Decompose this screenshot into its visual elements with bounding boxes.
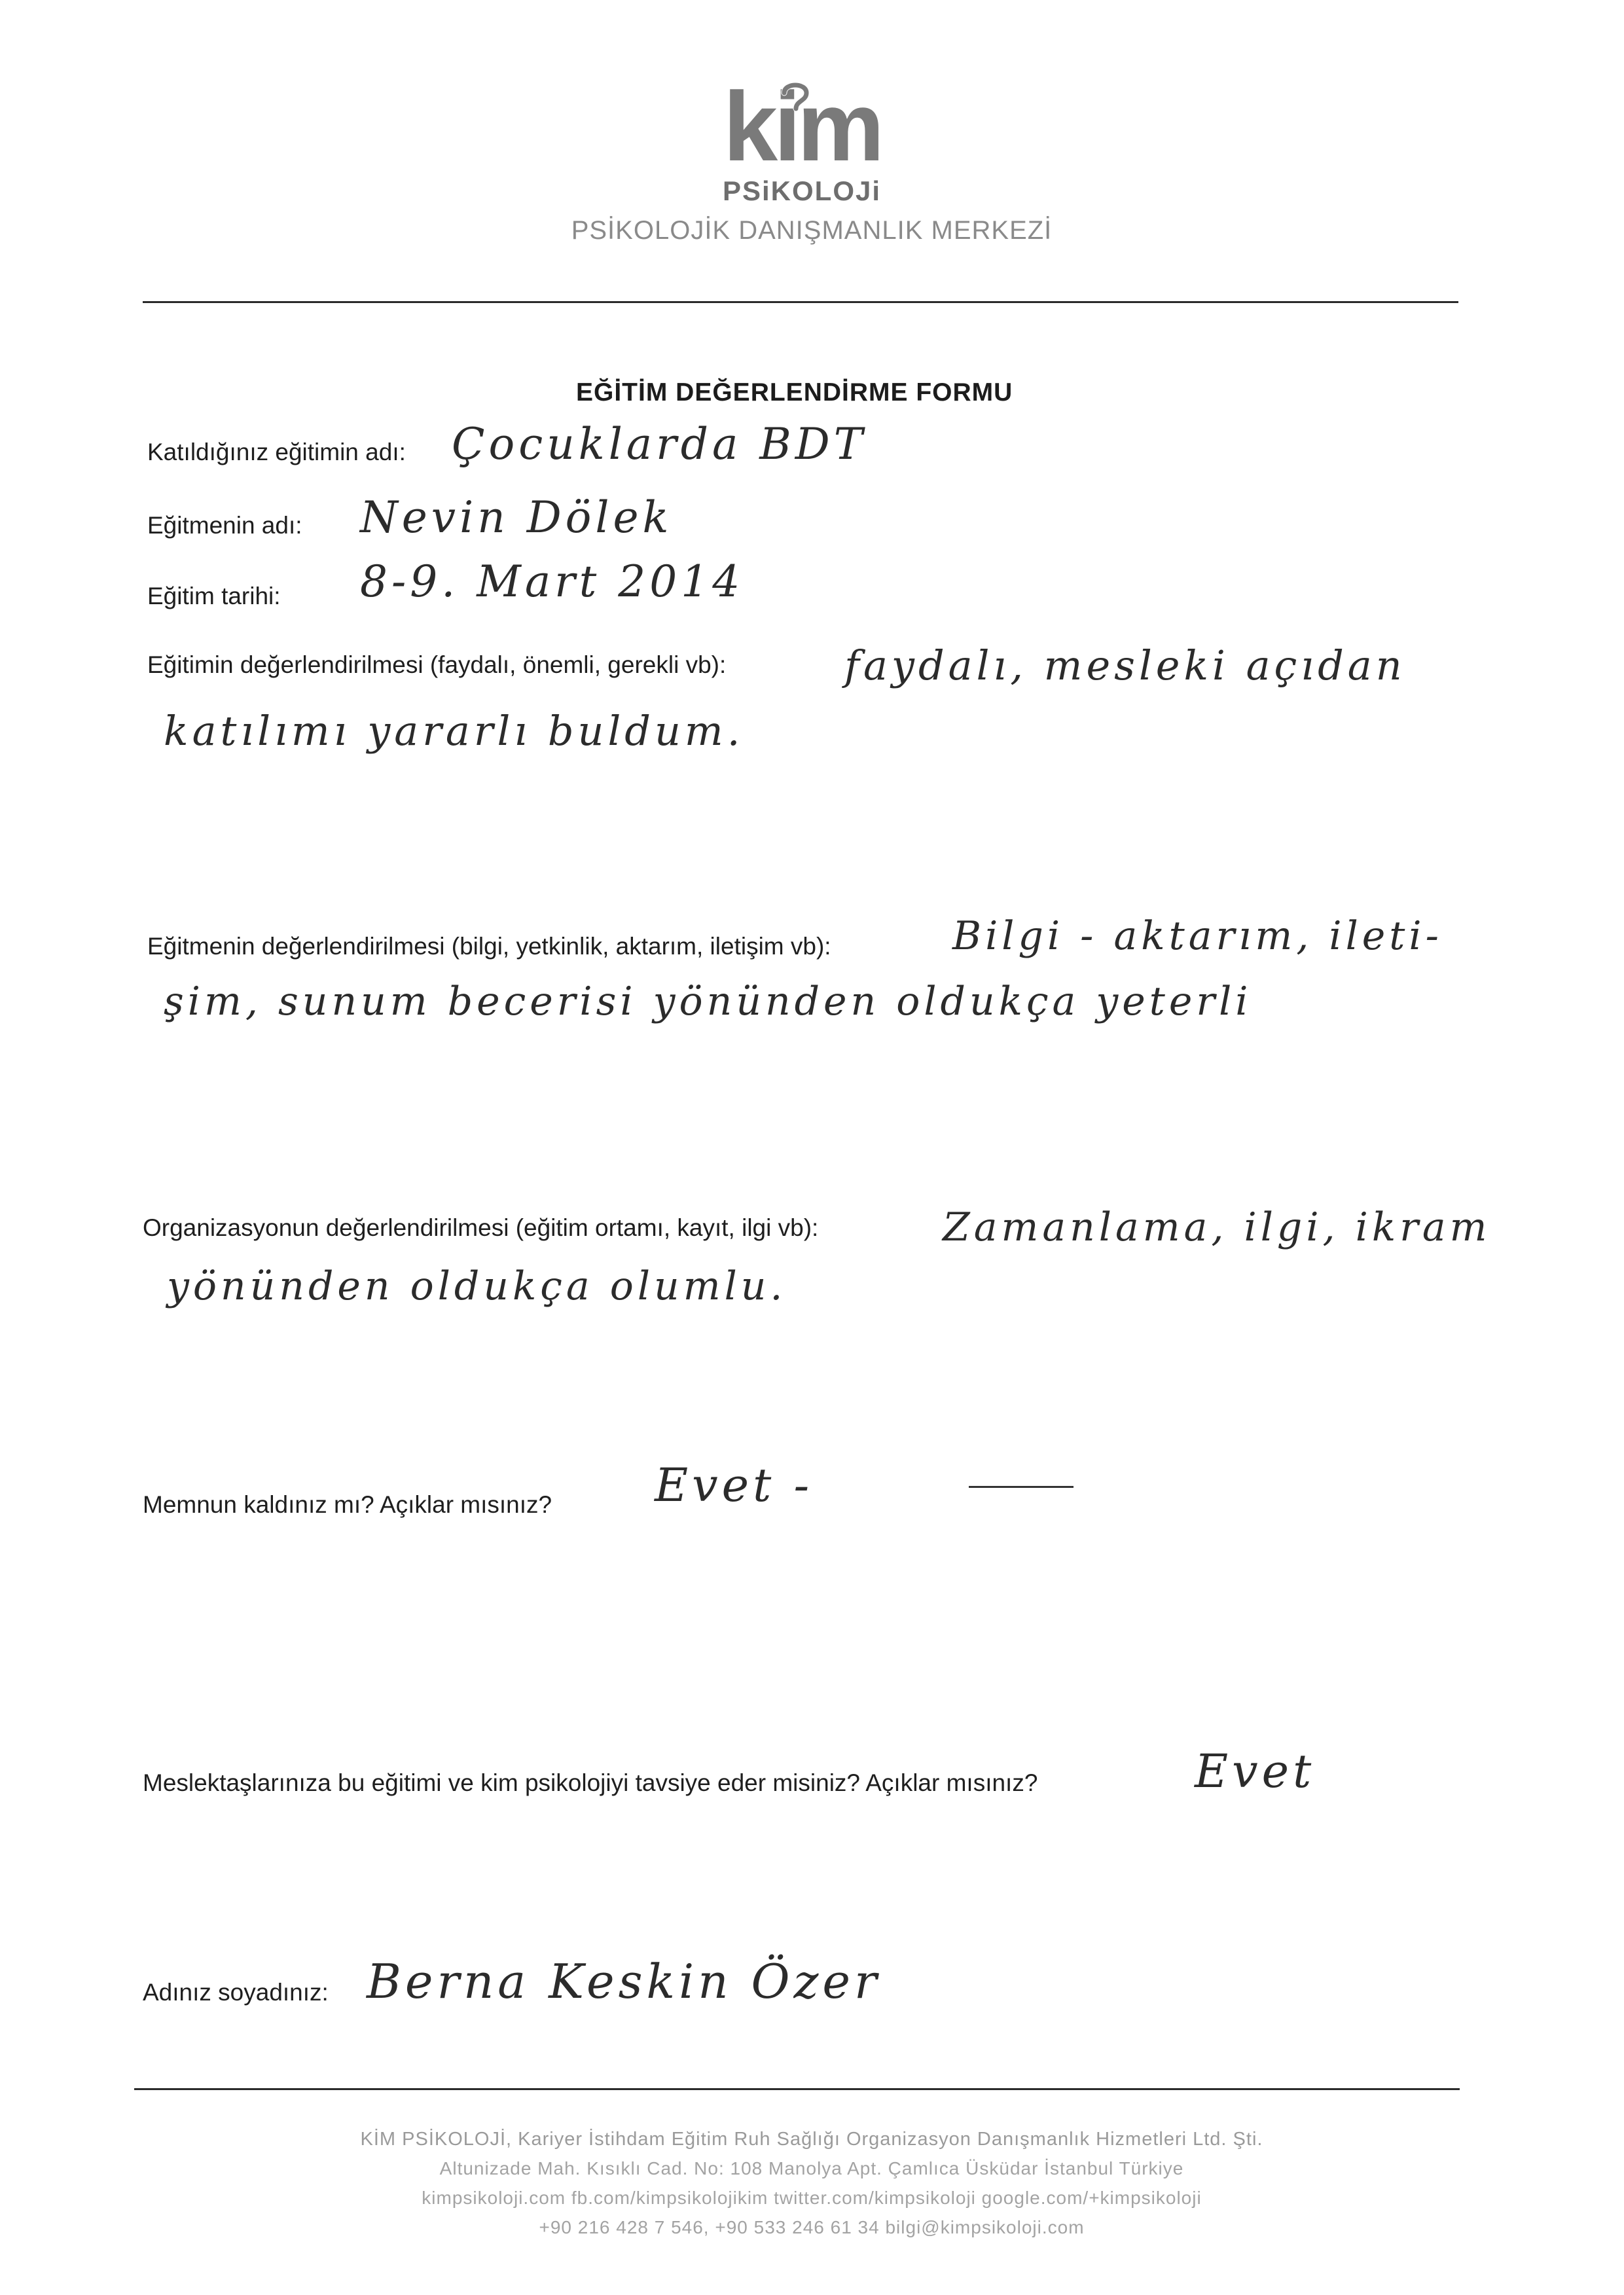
footer-company-line: KİM PSİKOLOJİ, Kariyer İstihdam Eğitim Ruh Sağlığı Organizasyon Danışmanlık Hizmetleri Ltd. Şti. xyxy=(360,2129,1263,2150)
trainer-name-label: Eğitmenin adı: xyxy=(147,512,302,539)
training-name-label: Katıldığınız eğitimin adı: xyxy=(147,439,406,465)
footer-contact-line: +90 216 428 7 546, +90 533 246 61 34 bilgi@kimpsikoloji.com xyxy=(539,2217,1085,2237)
header-divider xyxy=(143,301,1458,303)
form-title: EĞİTİM DEĞERLENDİRME FORMU xyxy=(576,378,1013,407)
footer-divider xyxy=(134,2088,1460,2090)
logo-question-mark-icon xyxy=(772,77,818,123)
satisfaction-dash-stroke xyxy=(969,1486,1074,1488)
training-name-answer: Çocuklarda BDT xyxy=(452,419,867,469)
full-name-answer: Berna Keskin Özer xyxy=(367,1954,881,2009)
organization-evaluation-answer-line1: Zamanlama, ilgi, ikram xyxy=(943,1204,1491,1250)
training-evaluation-label: Eğitimin değerlendirilmesi (faydalı, önemli, gerekli vb): xyxy=(147,651,727,678)
organization-evaluation-answer-line2: yönünden oldukça olumlu. xyxy=(167,1263,787,1309)
satisfaction-answer: Evet - xyxy=(655,1458,814,1512)
recommendation-answer: Evet xyxy=(1195,1744,1316,1798)
full-name-label: Adınız soyadınız: xyxy=(143,1979,329,2006)
training-evaluation-answer-line1: faydalı, mesleki açıdan xyxy=(844,642,1406,689)
trainer-evaluation-label: Eğitmenin değerlendirilmesi (bilgi, yetkinlik, aktarım, iletişim vb): xyxy=(147,933,831,960)
footer-web-line: kimpsikoloji.com fb.com/kimpsikolojikim twitter.com/kimpsikoloji google.com/+kimpsikoloji xyxy=(422,2188,1202,2208)
organization-evaluation-label: Organizasyonun değerlendirilmesi (eğitim ortamı, kayıt, ilgi vb): xyxy=(143,1214,819,1241)
satisfaction-label: Memnun kaldınız mı? Açıklar mısınız? xyxy=(143,1491,552,1518)
logo-wordmark: kim xyxy=(723,71,881,181)
logo-subtitle: PSiKOLOJi xyxy=(722,175,882,206)
trainer-evaluation-answer-line1: Bilgi - aktarım, ileti- xyxy=(952,913,1443,959)
center-name: PSİKOLOJİK DANIŞMANLIK MERKEZİ xyxy=(571,216,1053,245)
trainer-name-answer: Nevin Dölek xyxy=(360,492,673,543)
training-evaluation-answer-line2: katılımı yararlı buldum. xyxy=(164,707,744,755)
training-date-answer: 8-9. Mart 2014 xyxy=(360,556,744,607)
footer-address-line: Altunizade Mah. Kısıklı Cad. No: 108 Manolya Apt. Çamlıca Üsküdar İstanbul Türkiye xyxy=(439,2158,1184,2178)
trainer-evaluation-answer-line2: şim, sunum becerisi yönünden oldukça yeterli xyxy=(164,979,1252,1024)
training-date-label: Eğitim tarihi: xyxy=(147,583,281,609)
recommendation-label: Meslektaşlarınıza bu eğitimi ve kim psikolojiyi tavsiye eder misiniz? Açıklar mısınız? xyxy=(143,1769,1038,1796)
